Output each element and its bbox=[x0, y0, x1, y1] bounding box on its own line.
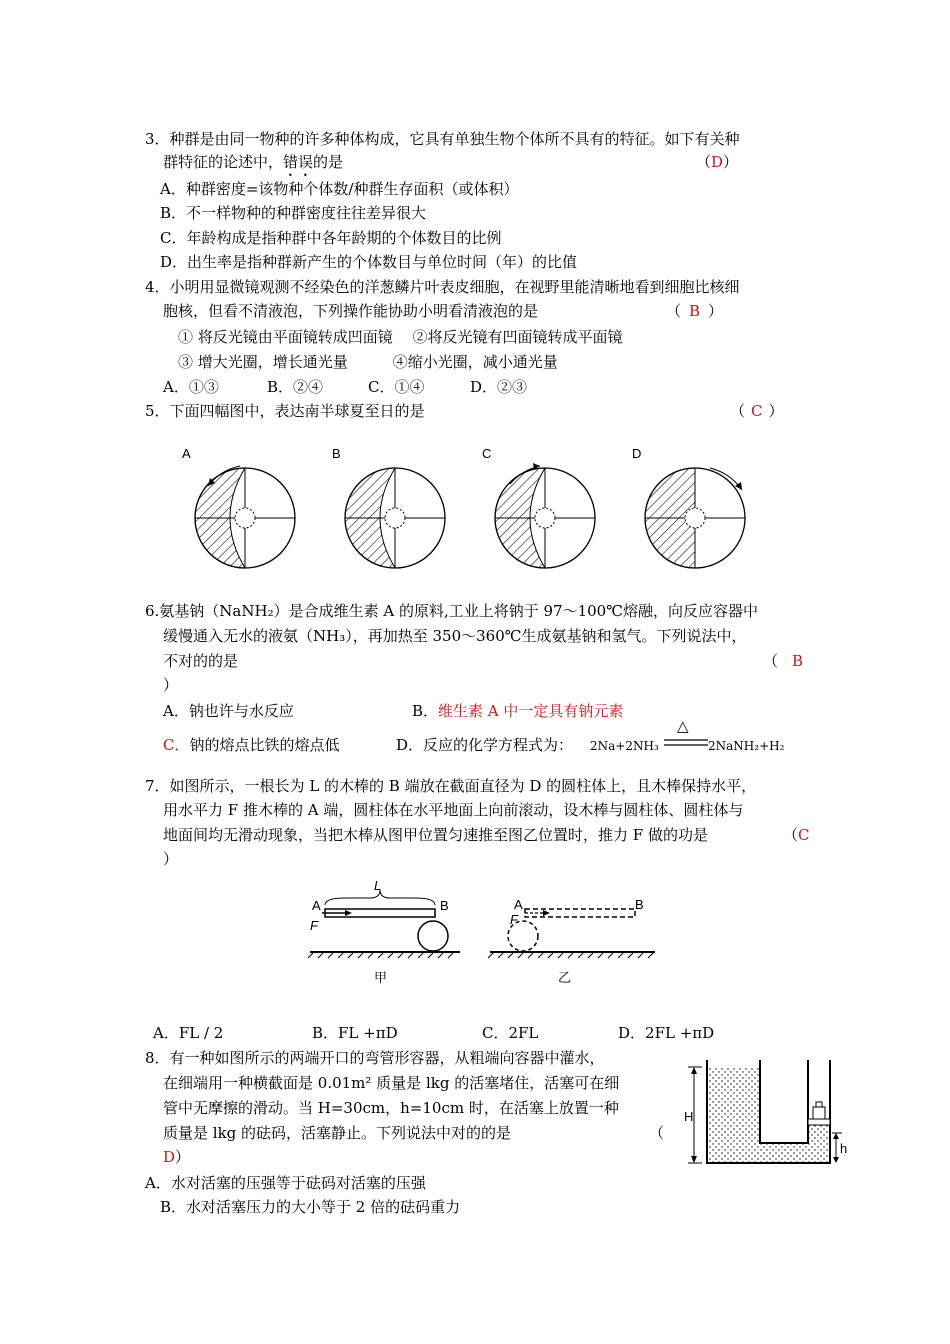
q7-choice-d: D．2FL +πD bbox=[618, 1024, 715, 1042]
label-a: A bbox=[312, 898, 321, 913]
q3-stem-line-1: 3．种群是由同一物种的许多种体构成，它具有单独生物个体所不具有的特征。如下有关种 bbox=[145, 130, 740, 148]
q6-equals-sign bbox=[664, 737, 708, 749]
q6-stem-line-1: 6.氨基钠（NaNH₂）是合成维生素 A 的原料,工业上将钠于 97～100℃熔融，向反应容器中 bbox=[145, 602, 759, 620]
q4-choice-c: C．①④ bbox=[368, 378, 425, 396]
label-f: F bbox=[310, 918, 318, 933]
label-f-yi: F bbox=[510, 912, 518, 927]
globe-c-label: C bbox=[482, 446, 492, 461]
q5-answer: （ C ） bbox=[730, 402, 784, 420]
label-l: L bbox=[374, 878, 382, 893]
q5-stem: 5．下面四幅图中，表达南半球夏至日的是 bbox=[145, 402, 425, 420]
q8-stem-line-1: 8．有一种如图所示的两端开口的弯管形容器，从粗端向容器中灌水， bbox=[145, 1049, 605, 1067]
globe-a-label: A bbox=[182, 446, 191, 461]
q4-stem-line-2: 胞核，但看不清液泡，下列操作能协助小明看清液泡的是 bbox=[163, 302, 539, 320]
q6-equation-left: 2Na+2NH₃ bbox=[590, 739, 659, 753]
globe-c bbox=[482, 446, 595, 568]
q5-globe-figures bbox=[170, 438, 770, 578]
q7-stem-line-3: 地面间均无滑动现象，当把木棒从图甲位置匀速推至图乙位置时，推力 F 做的功是 bbox=[163, 826, 708, 844]
q3-emphasis-word: 错误 bbox=[283, 153, 314, 171]
q8-stem-line-2: 在细端用一种横截面是 0.01m² 质量是 lkg 的活塞堵住，活塞可在细 bbox=[163, 1074, 620, 1092]
q3-option-d: D．出生率是指种群新产生的个体数目与单位时间（年）的比值 bbox=[160, 253, 578, 271]
q4-item-1: ① 将反光镜由平面镜转成凹面镜 ②将反光镜有凹面镜转成平面镜 bbox=[178, 328, 623, 346]
q3-option-a: A．种群密度=该物种个体数/种群生存面积（或体积） bbox=[160, 180, 519, 198]
label-a-yi: A bbox=[514, 897, 523, 912]
label-b: B bbox=[440, 898, 449, 913]
q6-stem-line-3: 不对的的是 bbox=[163, 652, 239, 670]
q7-figure bbox=[300, 872, 670, 992]
q6-option-c: C．钠的熔点比铁的熔点低 bbox=[163, 736, 340, 754]
q8-figure bbox=[672, 1055, 848, 1170]
q6-option-d: D．反应的化学方程式为： bbox=[396, 736, 574, 754]
q4-item-2: ③ 增大光圈，增长通光量 ④缩小光圈，减小通光量 bbox=[178, 353, 558, 371]
label-h: h bbox=[840, 1141, 848, 1156]
force-arrow-icon bbox=[543, 910, 550, 916]
q3-stem-line-2 bbox=[163, 152, 343, 180]
q3-stem-text: 群特征的论述中， bbox=[163, 153, 284, 171]
q8-stem-line-4: 质量是 lkg 的砝码，活塞静止。下列说法中对的的是 bbox=[163, 1124, 512, 1142]
q4-choice-d: D．②③ bbox=[470, 378, 528, 396]
q8-option-a: A．水对活塞的压强等于砝码对活塞的压强 bbox=[145, 1174, 426, 1192]
q3-option-c: C．年龄构成是指种群中各年龄期的个体数目的比例 bbox=[160, 229, 502, 247]
q6-condition: △ bbox=[677, 717, 689, 735]
label-yi: 乙 bbox=[558, 970, 572, 985]
globe-d bbox=[632, 446, 745, 568]
q3-answer: （D） bbox=[696, 153, 739, 171]
q8-answer: D） bbox=[163, 1148, 191, 1166]
q8-stem-line-3: 管中无摩擦的滑动。当 H=30cm，h=10cm 时，在活塞上放置一种 bbox=[163, 1099, 619, 1117]
figure-yi bbox=[488, 897, 655, 985]
q6-option-a: A．钠也许与水反应 bbox=[163, 702, 294, 720]
q6-option-b: B．维生素 A 中一定具有钠元素 bbox=[412, 702, 624, 720]
q4-stem-line-1: 4．小明用显微镜观测不经染色的洋葱鳞片叶表皮细胞，在视野里能清晰地看到细胞比核细 bbox=[145, 278, 740, 296]
q4-answer: （ B ） bbox=[666, 302, 724, 320]
figure-jia bbox=[308, 878, 460, 985]
label-b-yi: B bbox=[635, 897, 644, 912]
q7-answer-close: ） bbox=[163, 850, 179, 868]
q7-stem-line-1: 7．如图所示，一根长为 L 的木棒的 B 端放在截面直径为 D 的圆柱体上，且木棒保持水平， bbox=[145, 777, 757, 795]
globe-b-label: B bbox=[332, 446, 341, 461]
label-H: H bbox=[684, 1109, 694, 1124]
q6-equation-right: 2NaNH₂+H₂ bbox=[708, 739, 785, 753]
label-jia: 甲 bbox=[374, 970, 388, 985]
q3-option-b: B．不一样物种的种群密度往往差异很大 bbox=[160, 204, 427, 222]
q7-stem-line-2: 用水平力 F 推木棒的 A 端，圆柱体在水平地面上向前滚动，设木棒与圆柱体、圆柱体与 bbox=[163, 801, 744, 819]
q6-answer-open: （ B bbox=[763, 652, 804, 670]
q7-choice-a: A．FL / 2 bbox=[153, 1024, 224, 1042]
globe-a bbox=[182, 446, 295, 568]
q8-option-b: B．水对活塞压力的大小等于 2 倍的砝码重力 bbox=[160, 1198, 461, 1216]
q4-choice-a: A．①③ bbox=[163, 378, 219, 396]
q6-stem-line-2: 缓慢通入无水的液氨（NH₃），再加热至 350～360℃生成氨基钠和氢气。下列说法中， bbox=[163, 627, 747, 645]
q7-answer-open: （C bbox=[783, 826, 810, 844]
globe-b bbox=[332, 446, 445, 568]
q8-answer-open: （ bbox=[649, 1124, 665, 1142]
q7-choice-b: B．FL +πD bbox=[312, 1024, 398, 1042]
q3-stem-end: 的是 bbox=[313, 153, 344, 171]
q4-choice-b: B．②④ bbox=[267, 378, 324, 396]
q7-choice-c: C．2FL bbox=[482, 1024, 539, 1042]
q6-answer-close: ） bbox=[163, 676, 179, 694]
globe-d-label: D bbox=[632, 446, 642, 461]
